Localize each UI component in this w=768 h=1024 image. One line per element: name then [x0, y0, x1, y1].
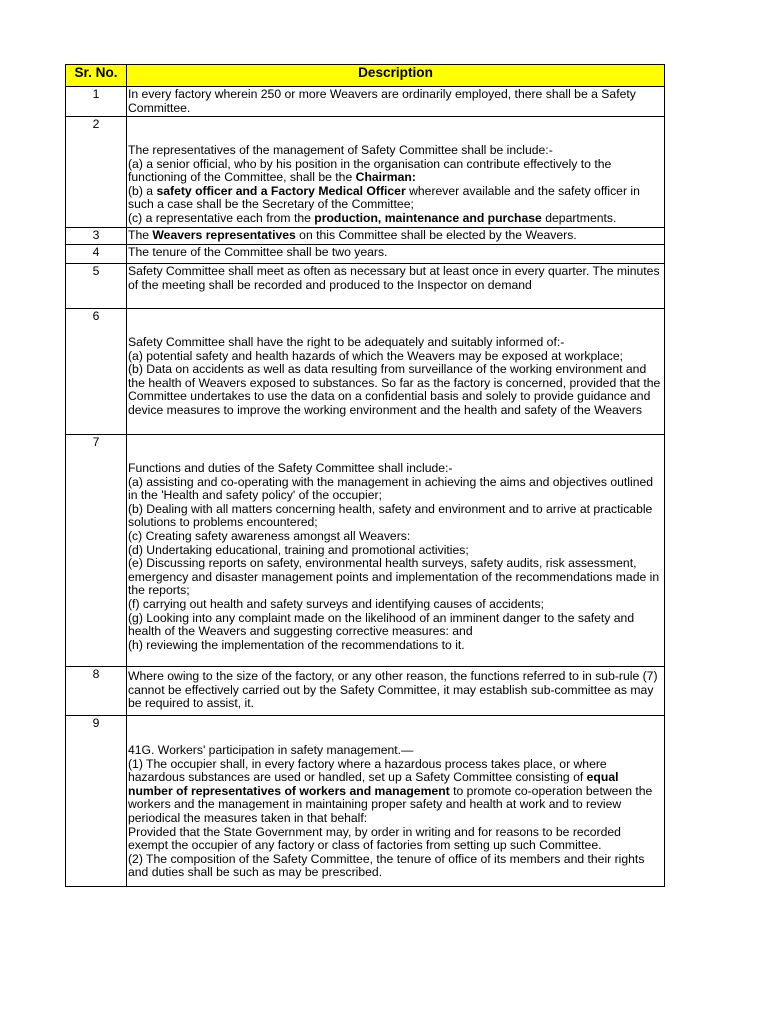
description-line [128, 670, 663, 711]
description-line [128, 476, 663, 503]
header-sr-no: Sr. No. [66, 65, 127, 87]
text: Functions and duties of the Safety Committee shall include:- [128, 461, 453, 475]
header-row [66, 65, 665, 87]
text: to promote co-operation between the workers and the management in maintaining proper safety and health at work and to review periodical the measures taken in that behalf: [128, 783, 653, 825]
description-cell [127, 87, 665, 117]
description-cell [127, 309, 665, 435]
text: on this Committee shall be elected by the Weavers. [295, 228, 577, 242]
bold-text: safety officer and a Factory Medical Officer [156, 183, 406, 198]
text: The representatives of the management of Safety Committee shall be include:- [128, 143, 553, 157]
table-row [66, 716, 665, 887]
description-line [128, 212, 663, 226]
text: The tenure of the Committee shall be two years. [128, 245, 388, 259]
description-line [128, 336, 663, 350]
text: departments. [541, 210, 617, 225]
sr-no-cell: 4 [66, 245, 127, 264]
description-line [128, 158, 663, 185]
description-line [128, 350, 663, 364]
text: (b) a [128, 183, 157, 198]
description-cell [127, 716, 665, 887]
sr-no-cell: 3 [66, 228, 127, 245]
sr-no-cell: 9 [66, 716, 127, 887]
description-line [128, 462, 663, 476]
bold-text: production, maintenance and purchase [314, 210, 542, 225]
safety-committee-table [65, 64, 665, 887]
text: Where owing to the size of the factory, or any other reason, the functions referred to in sub-rule (7) cannot be effectively carried out by the Safety Committee, it may establish sub-committee as may be required to assist, it. [128, 669, 658, 711]
description-cell [127, 228, 665, 245]
description-line [128, 503, 663, 530]
text: wherever available and the safety officer in such a case shall be the Secretary of the Committee; [128, 183, 640, 212]
description-cell [127, 264, 665, 309]
description-line [128, 853, 663, 880]
text: (2) The composition of the Safety Committee, the tenure of office of its members and their rights and duties shall be such as may be prescribed. [128, 851, 645, 880]
sr-no-cell: 1 [66, 87, 127, 117]
text: (h) reviewing the implementation of the recommendations to it. [128, 637, 465, 652]
description-cell [127, 245, 665, 264]
table-row [66, 228, 665, 245]
description-cell [127, 435, 665, 667]
header-description: Description [127, 65, 665, 87]
description-line [128, 363, 663, 417]
table-row [66, 87, 665, 117]
text: In every factory wherein 250 or more Weavers are ordinarily employed, there shall be a Safety Committee. [128, 87, 636, 115]
description-cell [127, 117, 665, 228]
description-line [128, 557, 663, 598]
sr-no-cell: 8 [66, 667, 127, 716]
description-line [128, 639, 663, 653]
description-line [128, 229, 663, 243]
bold-text: Weavers representatives [152, 228, 296, 242]
text: Safety Committee shall have the right to be adequately and suitably informed of:- [128, 335, 565, 349]
text: (c) Creating safety awareness amongst all Weavers: [128, 528, 411, 543]
text: Safety Committee shall meet as often as necessary but at least once in every quarter. The minutes of the meeting shall be recorded and produced to the Inspector on demand [128, 264, 660, 292]
table-row [66, 245, 665, 264]
description-cell [127, 667, 665, 716]
sr-no-cell: 2 [66, 117, 127, 228]
description-line [128, 598, 663, 612]
sr-no-cell: 7 [66, 435, 127, 667]
description-line [128, 530, 663, 544]
text: (a) assisting and co-operating with the management in achieving the aims and objectives outlined in the 'Health and safety policy' of the occupier; [128, 474, 654, 503]
sr-no-cell: 5 [66, 264, 127, 309]
bold-text: Chairman: [355, 170, 416, 185]
text: (b) Dealing with all matters concerning health, safety and environment and to arrive at practicable solutions to problems encountered; [128, 501, 653, 530]
text: (1) The occupier shall, in every factory where a hazardous process takes place, or where hazardous substances are used or handled, set up a Safety Committee consisting of [128, 756, 607, 785]
text: 41G. Workers' participation in safety management.— [128, 743, 414, 757]
text: (a) a senior official, who by his position in the organisation can contribute effectively to the functioning of the Committee, shall be the [128, 156, 612, 185]
text: (e) Discussing reports on safety, environmental health surveys, safety audits, risk assessment, emergency and disaster management points and implementation of the recommendations made in the reports; [128, 556, 660, 598]
sr-no-cell: 6 [66, 309, 127, 435]
description-line [128, 246, 663, 260]
description-line [128, 265, 663, 292]
description-line [128, 88, 663, 115]
text: (a) potential safety and health hazards of which the Weavers may be exposed at workplace; [128, 348, 623, 363]
bold-text: equal number of representatives of workers and management [128, 770, 619, 798]
table-row [66, 117, 665, 228]
table-row [66, 309, 665, 435]
text: (b) Data on accidents as well as data resulting from surveillance of the working environment and the health of Weavers exposed to substances. So far as the factory is concerned, provided that the Committee undertakes to use the data on a confidential basis and solely to provide guidance and device measures to improve the working environment and the health and safety of the Weavers [128, 362, 661, 417]
table-row [66, 667, 665, 716]
text: (g) Looking into any complaint made on the likelihood of an imminent danger to the safety and health of the Weavers and suggesting corrective measures: and [128, 610, 635, 639]
description-line [128, 826, 663, 853]
description-line [128, 758, 663, 826]
description-line [128, 144, 663, 158]
text: The [128, 228, 153, 242]
text: Provided that the State Government may, by order in writing and for reasons to be recorded exempt the occupier of any factory or class of factories from setting up such Committee. [128, 824, 621, 853]
text: (f) carrying out health and safety surveys and identifying causes of accidents; [128, 596, 544, 611]
description-line [128, 612, 663, 639]
text: (d) Undertaking educational, training and promotional activities; [128, 542, 469, 557]
description-line [128, 744, 663, 758]
table-row [66, 264, 665, 309]
description-line [128, 544, 663, 558]
description-line [128, 185, 663, 212]
table-row [66, 435, 665, 667]
text: (c) a representative each from the [128, 210, 315, 225]
